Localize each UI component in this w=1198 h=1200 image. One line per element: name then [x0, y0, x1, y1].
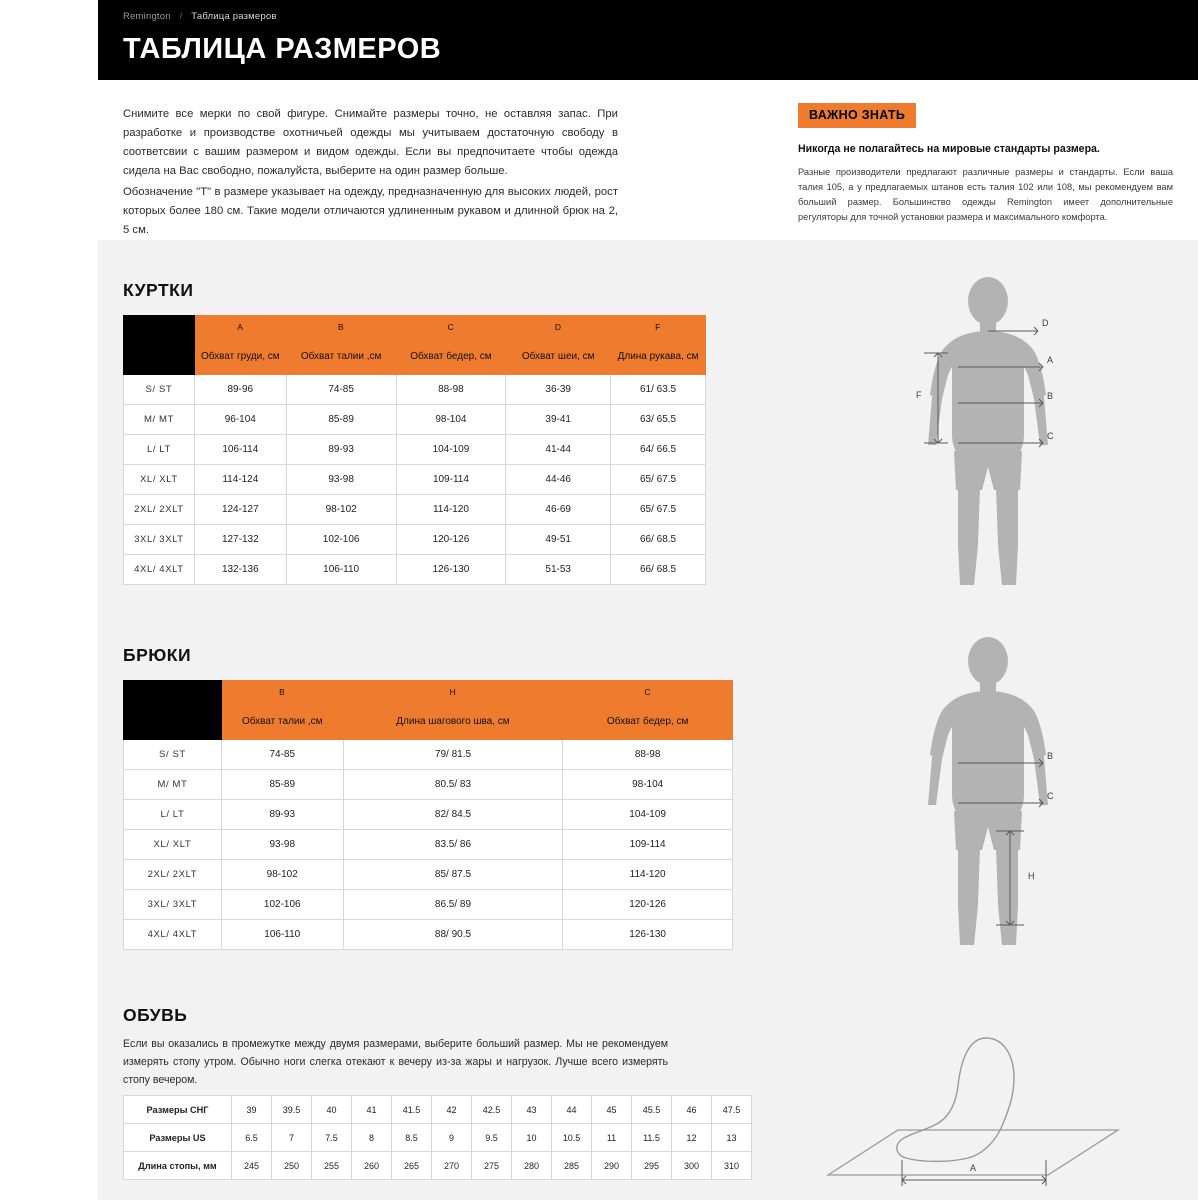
- pants-cell: 102-106: [221, 890, 343, 920]
- jackets-cell: 120-126: [396, 525, 506, 555]
- jackets-size-label: XL/ XLT: [124, 465, 195, 495]
- pants-size-label: M/ MT: [124, 770, 222, 800]
- jackets-cell: 93-98: [286, 465, 396, 495]
- shoes-cell: 11: [592, 1124, 632, 1152]
- shoes-row-label: Размеры СНГ: [124, 1096, 232, 1124]
- shoes-cell: 285: [552, 1152, 592, 1180]
- content-body: [98, 240, 1198, 1200]
- pants-cell: 74-85: [221, 740, 343, 770]
- shoes-cell: 275: [472, 1152, 512, 1180]
- jackets-cell: 66/ 68.5: [611, 525, 706, 555]
- shoes-cell: 40: [312, 1096, 352, 1124]
- shoes-cell: 295: [632, 1152, 672, 1180]
- intro-text: [123, 105, 618, 240]
- table-row: [124, 465, 706, 495]
- shoes-cell: 39.5: [272, 1096, 312, 1124]
- shoes-cell: 11.5: [632, 1124, 672, 1152]
- jackets-cell: 124-127: [194, 495, 286, 525]
- shoes-cell: 10.5: [552, 1124, 592, 1152]
- intro-paragraph-2: Обозначение "T" в размере указывает на одежду, предназначенную для высоких людей, рост которых более 180 см. Такие модели отличаются удлиненным рукавом и длинной брюк на 2, 5 см.: [123, 186, 618, 236]
- shoes-cell: 41.5: [392, 1096, 432, 1124]
- table-row: [124, 1096, 752, 1124]
- foot-label-a: A: [970, 1163, 977, 1173]
- table-row: [124, 495, 706, 525]
- pants-header-corner: [124, 704, 222, 740]
- shoes-cell: 270: [432, 1152, 472, 1180]
- pants-cell: 104-109: [563, 800, 733, 830]
- jackets-cell: 64/ 66.5: [611, 435, 706, 465]
- jackets-header-waist: Обхват талии ,см: [286, 339, 396, 375]
- shoes-cell: 9: [432, 1124, 472, 1152]
- pants-label-c: C: [1047, 791, 1054, 801]
- pants-letter-h: H: [343, 681, 563, 704]
- shoes-cell: 260: [352, 1152, 392, 1180]
- important-heading: Никогда не полагайтесь на мировые стандарты размера.: [798, 143, 1100, 155]
- jackets-cell: 109-114: [396, 465, 506, 495]
- important-body: Разные производители предлагают различные размеры и стандарты. Если ваша талия 105, а у предлагаемых штанов есть талия 102 или 108, мы рекомендуем вам больший размер. Большинство одежды Remington имеет дополнительные регуляторы для точной установки размера и максимального комфорта.: [798, 167, 1173, 222]
- pants-cell: 114-120: [563, 860, 733, 890]
- jackets-header-chest: Обхват груди, см: [194, 339, 286, 375]
- shoes-cell: 245: [232, 1152, 272, 1180]
- pants-letter-c: C: [563, 681, 733, 704]
- important-callout: [798, 103, 1173, 225]
- pants-cell: 85-89: [221, 770, 343, 800]
- jackets-cell: 63/ 65.5: [611, 405, 706, 435]
- pants-size-label: L/ LT: [124, 800, 222, 830]
- pants-table: [123, 680, 733, 950]
- table-row: [124, 860, 733, 890]
- breadcrumb-current: Таблица размеров: [191, 11, 277, 22]
- shoes-cell: 8.5: [392, 1124, 432, 1152]
- jacket-label-f: F: [916, 390, 922, 400]
- jackets-cell: 65/ 67.5: [611, 465, 706, 495]
- shoes-cell: 13: [712, 1124, 752, 1152]
- shoes-row-label: Длина стопы, мм: [124, 1152, 232, 1180]
- shoes-cell: 44: [552, 1096, 592, 1124]
- jackets-letter-f: F: [611, 316, 706, 339]
- shoes-cell: 42.5: [472, 1096, 512, 1124]
- jackets-cell: 98-104: [396, 405, 506, 435]
- pants-cell: 120-126: [563, 890, 733, 920]
- pants-size-label: XL/ XLT: [124, 830, 222, 860]
- page-title: ТАБЛИЦА РАЗМЕРОВ: [123, 33, 442, 65]
- pants-cell: 89-93: [221, 800, 343, 830]
- shoes-cell: 43: [512, 1096, 552, 1124]
- pants-size-label: S/ ST: [124, 740, 222, 770]
- jacket-label-c: C: [1047, 431, 1054, 441]
- section-title-jackets: КУРТКИ: [123, 280, 194, 300]
- section-title-shoes: ОБУВЬ: [123, 1005, 188, 1025]
- pants-cell: 85/ 87.5: [343, 860, 563, 890]
- shoes-row-label: Размеры US: [124, 1124, 232, 1152]
- pants-size-label: 2XL/ 2XLT: [124, 860, 222, 890]
- pants-cell: 106-110: [221, 920, 343, 950]
- pants-cell: 126-130: [563, 920, 733, 950]
- pants-cell: 98-104: [563, 770, 733, 800]
- shoes-table: [123, 1095, 752, 1180]
- jackets-header-row: [124, 339, 706, 375]
- table-row: [124, 890, 733, 920]
- shoes-cell: 7: [272, 1124, 312, 1152]
- intro-section: [98, 80, 1198, 240]
- page-header: [98, 0, 1198, 80]
- pants-cell: 83.5/ 86: [343, 830, 563, 860]
- shoes-cell: 41: [352, 1096, 392, 1124]
- jackets-letter-row: [124, 316, 706, 339]
- jackets-header-sleeve: Длина рукава, см: [611, 339, 706, 375]
- jackets-size-label: 2XL/ 2XLT: [124, 495, 195, 525]
- table-row: [124, 405, 706, 435]
- pants-cell: 93-98: [221, 830, 343, 860]
- pants-header-waist: Обхват талии ,см: [221, 704, 343, 740]
- jackets-cell: 65/ 67.5: [611, 495, 706, 525]
- shoes-cell: 47.5: [712, 1096, 752, 1124]
- pants-header-hips: Обхват бедер, см: [563, 704, 733, 740]
- intro-paragraph-1: Снимите все мерки по свой фигуре. Снимайте размеры точно, не оставляя запас. При разработке и производстве охотничьей одежды мы учитываем достаточную свободу в соответсвии с вашим размером и видом одежды. Если вы предпочитаете чтобы одежда сидела на Вас свободно, пожалуйста, выберите на один размер больше.: [123, 108, 618, 177]
- table-row: [124, 770, 733, 800]
- jackets-table: [123, 315, 706, 585]
- breadcrumb-root[interactable]: Remington: [123, 11, 171, 22]
- jackets-letter-c: C: [396, 316, 506, 339]
- table-row: [124, 800, 733, 830]
- table-row: [124, 1124, 752, 1152]
- jackets-cell: 49-51: [506, 525, 611, 555]
- jackets-letter-b: B: [286, 316, 396, 339]
- jackets-header-hips: Обхват бедер, см: [396, 339, 506, 375]
- pants-cell: 80.5/ 83: [343, 770, 563, 800]
- jacket-label-a: A: [1047, 355, 1054, 365]
- shoes-cell: 42: [432, 1096, 472, 1124]
- jackets-cell: 39-41: [506, 405, 611, 435]
- pants-cell: 82/ 84.5: [343, 800, 563, 830]
- table-row: [124, 435, 706, 465]
- jackets-cell: 98-102: [286, 495, 396, 525]
- jackets-cell: 96-104: [194, 405, 286, 435]
- jacket-measurement-figure: [838, 275, 1138, 595]
- shoes-note: Если вы оказались в промежутке между двумя размерами, выберите больший размер. Мы не рекомендуем измерять стопу утром. Обычно ноги слегка отекают к вечеру из-за жары и нагрузок. Лучше всего измерять стопу вечером.: [123, 1038, 668, 1086]
- jackets-cell: 41-44: [506, 435, 611, 465]
- jackets-header-neck: Обхват шеи, см: [506, 339, 611, 375]
- shoes-cell: 265: [392, 1152, 432, 1180]
- jackets-letter-a: A: [194, 316, 286, 339]
- jackets-cell: 88-98: [396, 375, 506, 405]
- shoes-cell: 6.5: [232, 1124, 272, 1152]
- pants-cell: 86.5/ 89: [343, 890, 563, 920]
- jackets-cell: 132-136: [194, 555, 286, 585]
- pants-size-label: 3XL/ 3XLT: [124, 890, 222, 920]
- pants-letter-b: B: [221, 681, 343, 704]
- shoes-cell: 300: [672, 1152, 712, 1180]
- pants-cell: 109-114: [563, 830, 733, 860]
- pants-size-label: 4XL/ 4XLT: [124, 920, 222, 950]
- shoes-cell: 290: [592, 1152, 632, 1180]
- jackets-size-label: 4XL/ 4XLT: [124, 555, 195, 585]
- table-row: [124, 555, 706, 585]
- pants-label-b: B: [1047, 751, 1054, 761]
- shoes-cell: 46: [672, 1096, 712, 1124]
- pants-letter-corner: [124, 681, 222, 704]
- shoes-cell: 250: [272, 1152, 312, 1180]
- shoes-cell: 310: [712, 1152, 752, 1180]
- jackets-cell: 127-132: [194, 525, 286, 555]
- table-row: [124, 740, 733, 770]
- shoes-cell: 12: [672, 1124, 712, 1152]
- shoes-cell: 45.5: [632, 1096, 672, 1124]
- table-row: [124, 525, 706, 555]
- shoes-cell: 8: [352, 1124, 392, 1152]
- shoes-cell: 280: [512, 1152, 552, 1180]
- jackets-cell: 85-89: [286, 405, 396, 435]
- important-badge: ВАЖНО ЗНАТЬ: [798, 103, 916, 128]
- shoes-cell: 255: [312, 1152, 352, 1180]
- jackets-size-label: S/ ST: [124, 375, 195, 405]
- jackets-cell: 104-109: [396, 435, 506, 465]
- table-row: [124, 375, 706, 405]
- jackets-cell: 66/ 68.5: [611, 555, 706, 585]
- pants-header-inseam: Длина шагового шва, см: [343, 704, 563, 740]
- jacket-label-d: D: [1042, 318, 1049, 328]
- jackets-cell: 51-53: [506, 555, 611, 585]
- jackets-cell: 106-114: [194, 435, 286, 465]
- jackets-cell: 89-96: [194, 375, 286, 405]
- jackets-size-label: L/ LT: [124, 435, 195, 465]
- foot-measurement-figure: [798, 1030, 1128, 1190]
- shoes-cell: 9.5: [472, 1124, 512, 1152]
- jackets-cell: 74-85: [286, 375, 396, 405]
- shoes-cell: 39: [232, 1096, 272, 1124]
- jackets-cell: 114-124: [194, 465, 286, 495]
- table-row: [124, 920, 733, 950]
- jacket-label-b: B: [1047, 391, 1054, 401]
- pants-label-h: H: [1028, 871, 1035, 881]
- jackets-letter-corner: [124, 316, 195, 339]
- table-row: [124, 830, 733, 860]
- jackets-cell: 114-120: [396, 495, 506, 525]
- pants-measurement-figure: [838, 635, 1138, 955]
- jackets-cell: 89-93: [286, 435, 396, 465]
- pants-header-row: [124, 704, 733, 740]
- table-row: [124, 1152, 752, 1180]
- breadcrumb-separator: /: [179, 11, 183, 22]
- jackets-cell: 44-46: [506, 465, 611, 495]
- jackets-cell: 36-39: [506, 375, 611, 405]
- pants-letter-row: [124, 681, 733, 704]
- jackets-size-label: M/ MT: [124, 405, 195, 435]
- jackets-cell: 126-130: [396, 555, 506, 585]
- shoes-cell: 7.5: [312, 1124, 352, 1152]
- shoes-cell: 10: [512, 1124, 552, 1152]
- jackets-cell: 61/ 63.5: [611, 375, 706, 405]
- jackets-header-corner: [124, 339, 195, 375]
- jackets-cell: 106-110: [286, 555, 396, 585]
- jackets-size-label: 3XL/ 3XLT: [124, 525, 195, 555]
- section-title-pants: БРЮКИ: [123, 645, 192, 665]
- jackets-cell: 102-106: [286, 525, 396, 555]
- jackets-cell: 46-69: [506, 495, 611, 525]
- pants-cell: 79/ 81.5: [343, 740, 563, 770]
- pants-cell: 98-102: [221, 860, 343, 890]
- pants-cell: 88-98: [563, 740, 733, 770]
- jackets-letter-d: D: [506, 316, 611, 339]
- shoes-cell: 45: [592, 1096, 632, 1124]
- breadcrumb: [123, 11, 277, 22]
- pants-cell: 88/ 90.5: [343, 920, 563, 950]
